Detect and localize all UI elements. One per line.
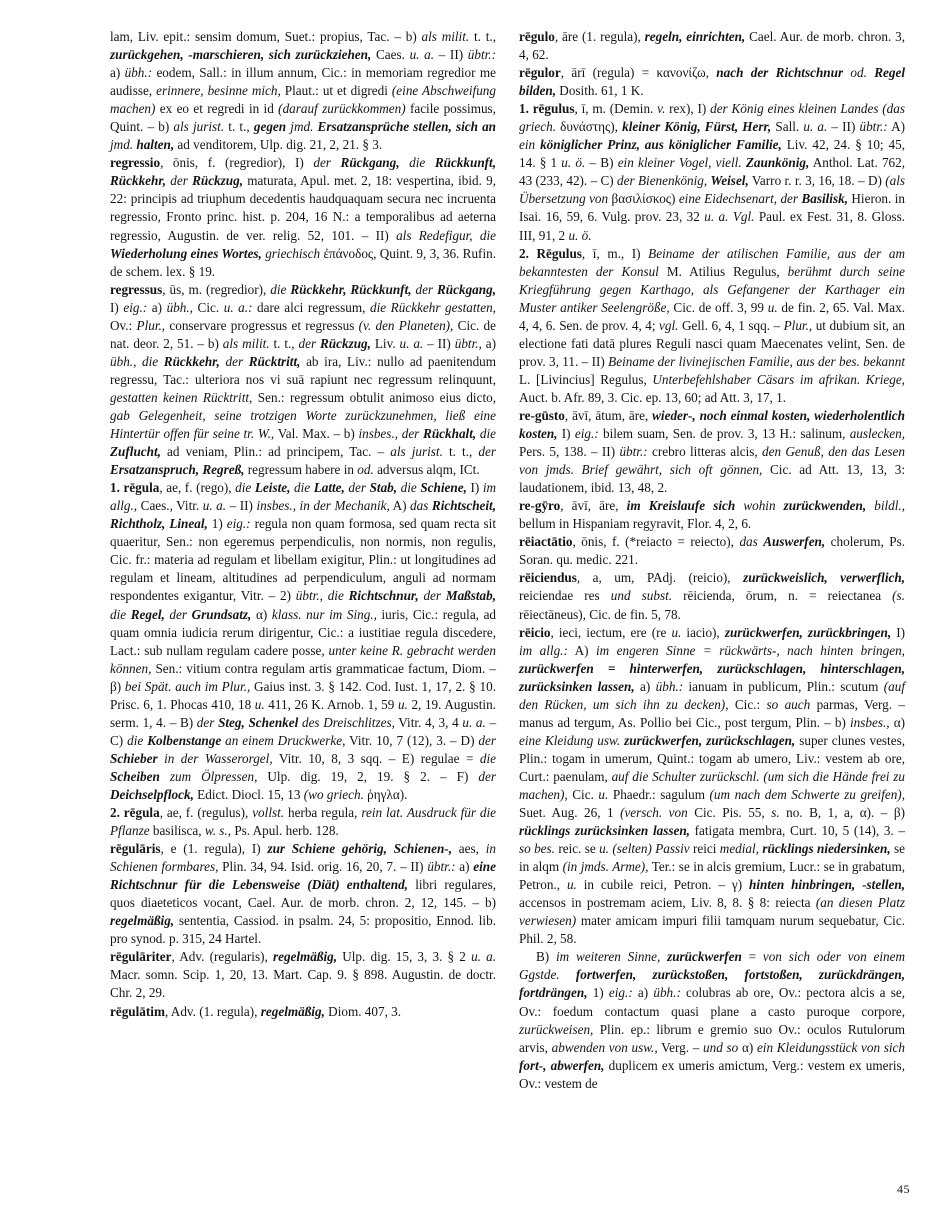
dictionary-entry: 2. Rēgulus, ī, m., I) Beiname der atilischen Familie, aus der am bekanntesten der Konsul M. Atilius Regulus, berühmt durch seine Kriegführung gegen Karthago, als Gefangener der Karthager ein Muster antiker Seelengröße, Cic. de off. 3, 99 u. de fin. 2, 65. Val. Max. 4, 4, 6. Sen. de prov. 4, 4; vgl. Gell. 6, 4, 1 sqq. – Plur., ut dubium sit, an electione fati datā plures Reguli nasci quam Maecenates velint, Sen. de prov. 3, 11. – II) Beiname der livinejischen Familie, aus der bes. bekannt L. [Livincius] Regulus, Unterbefehlshaber Cäsars im afrikan. Kriege, Auct. b. Afr. 89, 3. Cic. ep. 13, 60; ad Att. 3, 17, 1.: [519, 245, 906, 405]
dictionary-entry: rēgulātim, Adv. (1. regula), regelmäßig, Diom. 407, 3.: [110, 1003, 402, 1019]
dictionary-entry: 2. rēgula, ae, f. (regulus), vollst. herba regula, rein lat. Ausdruck für die Pflanze basilisca, w. s., Ps. Apul. herb. 128.: [110, 805, 496, 839]
left-column: [110, 28, 496, 1021]
dictionary-entry: regressus, ūs, m. (regredior), die Rückkehr, Rückkunft, der Rückgang, I) eig.: a) übh., Cic. u. a.: dare alci regressum, die Rückkehr gestatten, Ov.: Plur., conservare progressus et regressus (v. den Planeten), Cic. de nat. deor. 2, 51. – b) als milit. t. t., der Rückzug, Liv. u. a. – II) übtr., a) übh., die Rückkehr, der Rücktritt, ab ira, Liv.: nullo ad paenitendum regressu, Tac.: ulteriora nos vi suā rapiunt nec regressum relinquunt, gestatten keinen Rücktritt, Sen.: regressum obtulit animoso eius dicto, gab Gelegenheit, seine trotzigen Worte zurückzunehmen, ließ eine Hintertür offen für seine tr. W., Val. Max. – b) insbes., der Rückhalt, die Zuflucht, ad veniam, Plin.: ad principem, Tac. – als jurist. t. t., der Ersatzanspruch, Regreß, regressum habere in od. adversus alqm, ICt.: [110, 281, 497, 478]
dictionary-entry: B) im weiteren Sinne, zurückwerfen = von sich oder von einem Ggstde. fortwerfen, zurückstoßen, fortstoßen, zurückdrängen, fortdrängen, 1) eig.: a) übh.: colubras ab ore, Ov.: pectora alcis a se, Ov.: foedum contactum quasi plane a casto puroque corpore, zurückweisen, Plin. ep.: librum e gremio suo Ov.: oculos Rutulorum arvis, abwenden von usw., Verg. – und so α) ein Kleidungsstück von sich fort-, abwerfen, duplicem ex umeris amictum, Verg.: vestem ex umeris, Ov.: vestem de: [519, 949, 906, 1091]
dictionary-entry: rēiactātio, ōnis, f. (*reiacto = reiecto), das Auswerfen, cholerum, Ps. Soran. qu. medic. 221.: [519, 534, 906, 568]
dictionary-entry: rēicio, ieci, iectum, ere (re u. iacio), zurückwerfen, zurückbringen, I) im allg.: A) im engeren Sinne = rückwärts-, nach hinten bringen, zurückwerfen = hinterwerfen, zurückschlagen, hinterschlagen, zurücksinken lassen, a) übh.: ianuam in publicum, Plin.: scutum (auf den Rücken, um sich ihn zu decken), Cic.: so auch parmas, Verg. – manus ad tergum, As. Pollio bei Cic., post tergum, Plin. – b) insbes., α) eine Kleidung usw. zurückwerfen, zurückschlagen, super clunes vestes, Plin.: togam in umerum, Quint.: togam ab umero, Liv.: vestem ab ore, Curt.: paenulam, auf die Schulter zurückschl. (um sich die Hände frei zu machen), Cic. u. Phaedr.: sagulum (um nach dem Schwerte zu greifen), Suet. Aug. 26, 1 (versch. von Cic. Pis. 55, s. no. B, 1, a, α). – β) rücklings zurücksinken lassen, fatigata membra, Curt. 10, 5 (14), 3. – so bes. reic. se u. (selten) Passiv reici medial, rücklings niedersinken, se in alqm (in jmds. Arme), Ter.: se in alcis gremium, Lucr.: se in grabatum, Petron., u. in cubile reici, Petron. – γ) hinten hinbringen, -stellen, accensos in postremam aciem, Liv. 8, 8. § 8: reiecta (an diesen Platz verwiesen) mater amicam impuri filii tamquam nurum sequebatur, Cic. Phil. 2, 58.: [519, 624, 906, 947]
dictionary-entry: rēgulo, āre (1. regula), regeln, einrichten, Cael. Aur. de morb. chron. 3, 4, 62.: [519, 29, 905, 63]
dictionary-entry: 1. rēgulus, ī, m. (Demin. v. rex), I) der König eines kleinen Landes (das griech. δυνάστης), kleiner König, Fürst, Herr, Sall. u. a. – II) übtr.: A) ein königlicher Prinz, aus königlicher Familie, Liv. 42, 24. § 10; 45, 14. § 1 u. ö. – B) ein kleiner Vogel, viell. Zaunkönig, Anthol. Lat. 762, 43 (233, 42). – C) der Bienenkönig, Weisel, Varro r. r. 3, 16, 18. – D) (als Übersetzung von βασιλίσκος) eine Eidechsenart, der Basilisk, Hieron. in Isai. 16, 59, 6. Vulg. prov. 23, 32 u. a. Vgl. Paul. ex Fest. 31, 8. Gloss. III, 91, 2 u. ö.: [519, 101, 906, 243]
dictionary-entry: rēgulor, ārī (regula) = κανονίζω, nach der Richtschnur od. Regel bilden, Dosith. 61, 1 K.: [519, 65, 906, 99]
dictionary-entry: re-gȳro, āvī, āre, im Kreislaufe sich wohin zurückwenden, bildl., bellum in Hispaniam regyravit, Flor. 4, 2, 6.: [519, 498, 906, 532]
dictionary-entry: re-gūsto, āvī, ātum, āre, wieder-, noch einmal kosten, wiederholentlich kosten, I) eig.: bilem suam, Sen. de prov. 3, 13 H.: salinum, auslecken, Pers. 5, 138. – II) übtr.: crebro litteras alcis, den Genuß, den das Lesen von jmds. Brief gewährt, sich oft gönnen, Cic. ad Att. 13, 13, 3: laudationem, ibid. 13, 48, 2.: [519, 407, 905, 496]
dictionary-entry: rēgulāriter, Adv. (regularis), regelmäßig, Ulp. dig. 15, 3, 3. § 2 u. a. Macr. somn. Scip. 1, 20, 13. Mart. Cap. 9. § 898. Augustin. de doctr. Chr. 2, 29.: [110, 949, 497, 1001]
dictionary-entry: regressio, ōnis, f. (regredior), I) der Rückgang, die Rückkunft, Rückkehr, der Rückzug, maturata, Apul. met. 2, 18: vespertina, ibid. 9, 22: principis ad triuphum decedentis haudquaquam secura nec incruenta regressio, Fronto princ. hist. p. 204, 16 N.: a temporalibus ad aeterna regressio, Augustin. de ver. relig. 52, 101. – II) als Redefigur, die Wiederholung eines Wortes, griechisch ἐπάνοδος, Quint. 9, 3, 36. Rufin. de schem. lex. § 19.: [110, 155, 497, 279]
dictionary-entry: rēiciendus, a, um, PAdj. (reicio), zurückweislich, verwerflich, reiciendae res und subst. rēicienda, ōrum, n. = reiectanea (s. rēiectāneus), Cic. de fin. 5, 78.: [519, 570, 905, 622]
dictionary-entry: rēgulāris, e (1. regula), I) zur Schiene gehörig, Schienen-, aes, in Schienen formbares, Plin. 34, 94. Isid. orig. 16, 20, 7. – II) übtr.: a) eine Richtschnur für die Lebensweise (Diät) enthaltend, libri regulares, quos diaeteticos vocant, Cael. Aur. de morb. chron. 2, 12, 145. – b) regelmäßig, sententia, Cassiod. in psalm. 24, 5: propositio, Ennod. lib. pro synod. p. 315, 24 Hartel.: [110, 841, 497, 947]
dictionary-entry: 1. rēgula, ae, f. (rego), die Leiste, die Latte, der Stab, die Schiene, I) im allg., Caes., Vitr. u. a. – II) insbes., in der Mechanik, A) das Richtscheit, Richtholz, Lineal, 1) eig.: regula non quam formosa, sed quam recta sit quaeritur, Sen.: non egeremus perpendiculis, non normis, non regulis, Cic. fr.: materia ad regulam et libellam exigitur, Plin.: ut longitudines ad regulam et lineam, altitudines ad perpendiculum, anguli ad normam respondentes exigantur, Vitr. – 2) übtr., die Richtschnur, der Maßstab, die Regel, der Grundsatz, α) klass. nur im Sing., iuris, Cic.: regula, ad quam omnia iudicia rerum dirigentur, Cic.: a iustitiae regula discedere, Lact.: sub nullam regulam cadere posse, unter keine R. gebracht werden können, Sen.: vitium contra regulam artis grammaticae factum, Diom. – β) bei Spät. auch im Plur., Gaius inst. 3. § 142. Cod. Iust. 1, 17, 2. § 10. Prisc. 6, 1. Phocas 410, 18 u. 411, 26 K. Arnob. 1, 59 u. 2, 19. Augustin. serm. 1, 4. – B) der Steg, Schenkel des Dreischlitzes, Vitr. 4, 3, 4 u. a. – C) die Kolbenstange an einem Druckwerke, Vitr. 10, 7 (12), 3. – D) der Schieber in der Wasserorgel, Vitr. 10, 8, 3 sqq. – E) regulae = die Scheiben zum Ölpressen, Ulp. dig. 19, 2, 19. § 2. – F) der Deichselpflock, Edict. Diocl. 15, 13 (wo griech. ῥηγλα).: [110, 480, 497, 802]
page-number: 45: [897, 1182, 910, 1196]
dictionary-entry: lam, Liv. epit.: sensim domum, Suet.: propius, Tac. – b) als milit. t. t., zurückgehen, -marschieren, sich zurückziehen, Caes. u. a. – II) übtr.: a) übh.: eodem, Sall.: in illum annum, Cic.: in memoriam regredior me audisse, erinnere, besinne mich, Plaut.: ut et digredi (eine Abschweifung machen) ex eo et regredi in id (darauf zurückkommen) facile possimus, Quint. – b) als jurist. t. t., gegen jmd. Ersatzansprüche stellen, sich an jmd. halten, ad venditorem, Ulp. dig. 21, 2, 21. § 3.: [110, 29, 497, 153]
right-column: [519, 28, 905, 1093]
